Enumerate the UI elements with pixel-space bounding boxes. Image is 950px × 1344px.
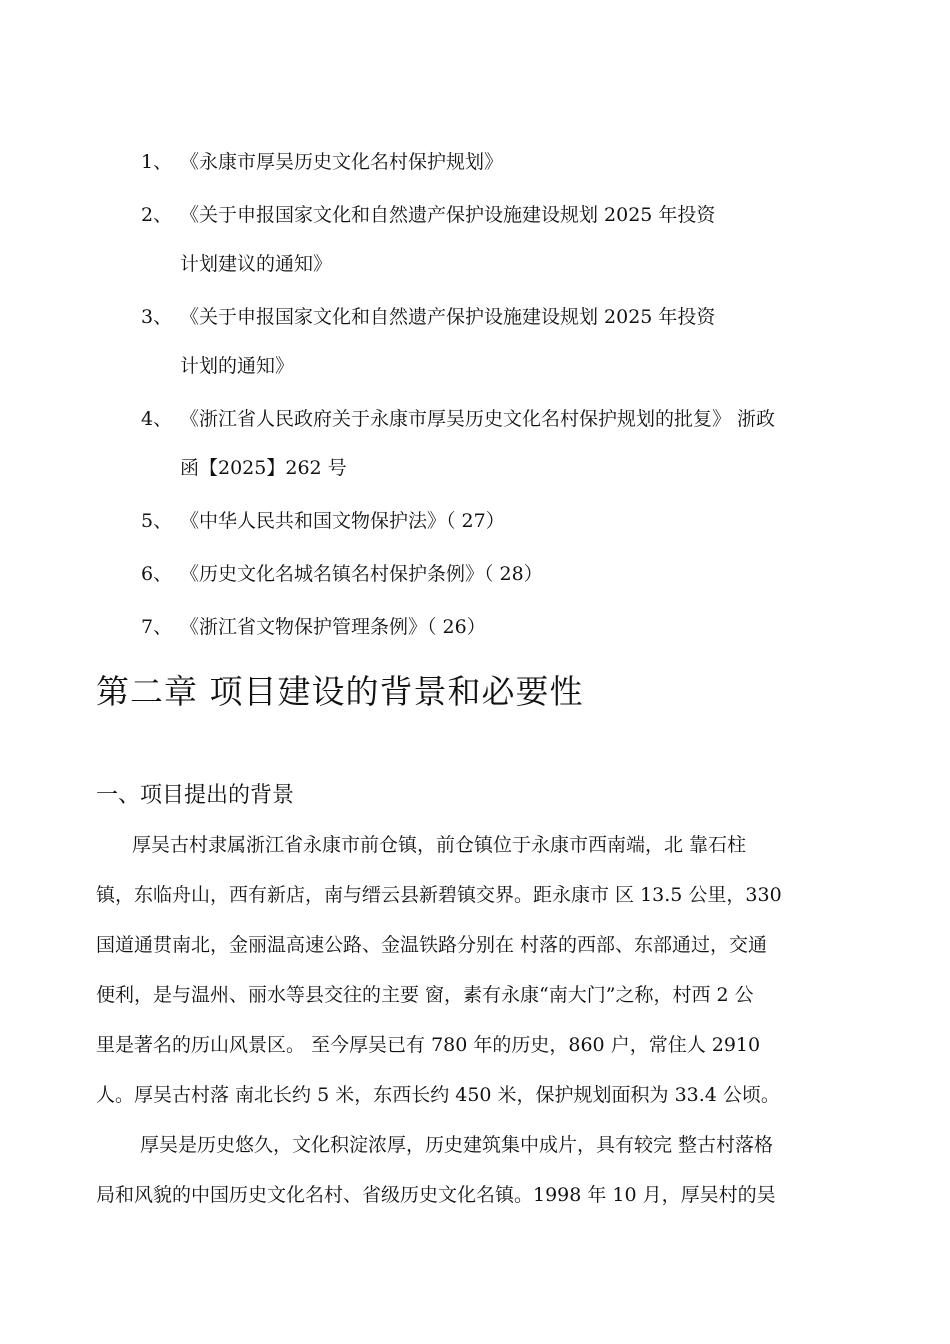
list-item	[0, 293, 950, 391]
paragraph-line: 镇，东临舟山，西有新店，南与缙云县新碧镇交界。距永康市 区 13.5 公里，330	[96, 884, 782, 906]
list-item-number: 1、	[141, 151, 173, 173]
paragraph	[96, 820, 896, 1120]
list-item-number: 6、	[141, 563, 173, 585]
list-item-number: 5、	[141, 510, 173, 532]
reference-list	[0, 138, 950, 656]
list-item	[0, 395, 950, 493]
list-item	[0, 603, 950, 652]
paragraph-line: 局和风貌的中国历史文化名村、省级历史文化名镇。1998 年 10 月，厚吴村的吴	[96, 1184, 776, 1206]
list-item-text-continued: 函【2025】262 号	[180, 457, 347, 479]
list-item	[0, 191, 950, 289]
paragraph-line: 厚吴是历史悠久，文化积淀浓厚，历史建筑集中成片，具有较完 整古村落格	[140, 1134, 774, 1156]
list-item-number: 7、	[141, 616, 173, 638]
section-title: 一、项目提出的背景	[96, 783, 295, 808]
list-item-number: 2、	[141, 204, 173, 226]
list-item	[0, 550, 950, 599]
list-item-text: 《关于申报国家文化和自然遗产保护设施建设规划 2025 年投资	[180, 306, 716, 328]
paragraph-line: 里是著名的历山风景区。 至今厚吴已有 780 年的历史，860 户，常住人 2910	[96, 1034, 761, 1056]
paragraph	[96, 1120, 896, 1220]
list-item	[0, 138, 950, 187]
list-item-text: 《永康市厚吴历史文化名村保护规划》	[180, 151, 504, 173]
paragraph-line: 国道通贯南北，金丽温高速公路、金温铁路分别在 村落的西部、东部通过，交通	[96, 934, 768, 956]
list-item-text: 《浙江省文物保护管理条例》（ 26）	[180, 616, 486, 638]
paragraph-line: 厚吴古村隶属浙江省永康市前仓镇，前仓镇位于永康市西南端，北 靠石柱	[132, 834, 747, 856]
list-item-text: 《中华人民共和国文物保护法》（ 27）	[180, 510, 505, 532]
paragraph-line: 人。厚吴古村落 南北长约 5 米，东西长约 450 米，保护规划面积为 33.4 公顷。	[96, 1084, 780, 1106]
list-item	[0, 497, 950, 546]
list-item-text: 《浙江省人民政府关于永康市厚吴历史文化名村保护规划的批复》 浙政	[180, 408, 776, 430]
list-item-text-continued: 计划建议的通知》	[180, 253, 333, 275]
list-item-text: 《历史文化名城名镇名村保护条例》（ 28）	[180, 563, 543, 585]
list-item-text-continued: 计划的通知》	[180, 355, 295, 377]
list-item-number: 3、	[141, 306, 173, 328]
chapter-title: 第二章 项目建设的背景和必要性	[96, 672, 584, 711]
list-item-text: 《关于申报国家文化和自然遗产保护设施建设规划 2025 年投资	[180, 204, 716, 226]
paragraph-line: 便利，是与温州、丽水等县交往的主要 窗，素有永康“南大门”之称，村西 2 公	[96, 984, 754, 1006]
list-item-number: 4、	[141, 408, 173, 430]
